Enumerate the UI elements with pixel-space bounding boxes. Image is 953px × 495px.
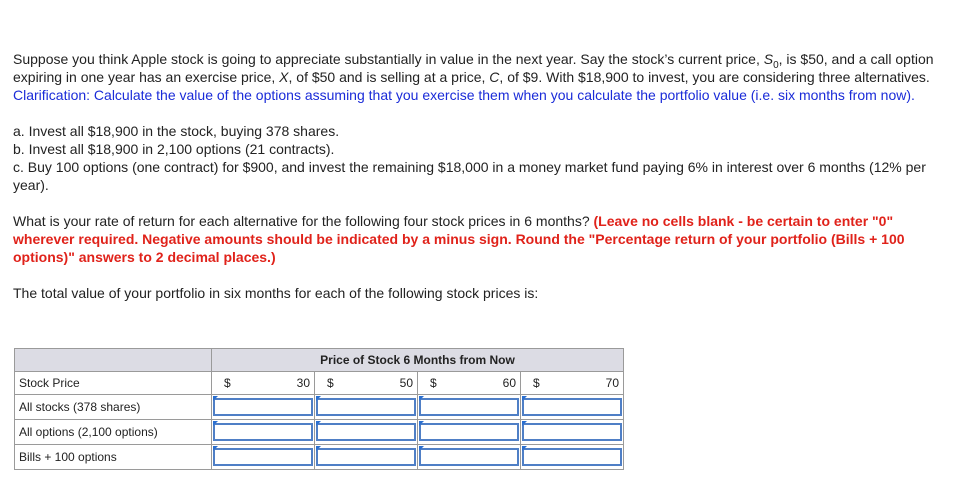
row-label-all-stocks: All stocks (378 shares): [15, 395, 212, 420]
question-paragraph: [13, 212, 948, 266]
input-marker-icon: [419, 396, 424, 401]
answer-cell: [315, 395, 418, 420]
alternative-a: a. Invest all $18,900 in the stock, buying 378 shares.: [13, 123, 340, 139]
answer-cell: [521, 395, 624, 420]
input-marker-icon: [213, 396, 218, 401]
problem-text: [13, 50, 948, 302]
answer-input-options-60[interactable]: [419, 423, 519, 441]
price-row: [15, 372, 624, 395]
s-symbol: S: [763, 51, 774, 67]
currency-symbol: $: [327, 376, 334, 390]
table-row-all-options: [15, 420, 624, 445]
answer-input-stocks-70[interactable]: [522, 398, 622, 416]
answer-cell: [212, 420, 315, 445]
answer-cell: [212, 395, 315, 420]
answer-cell: [418, 420, 521, 445]
price-row-label: Stock Price: [15, 372, 212, 395]
price-cell-30: [212, 372, 315, 395]
header-title: Price of Stock 6 Months from Now: [212, 349, 624, 372]
header-blank-cell: [15, 349, 212, 372]
price-cell-60: [418, 372, 521, 395]
price-value: 60: [502, 376, 516, 390]
input-marker-icon: [316, 421, 321, 426]
currency-symbol: $: [430, 376, 437, 390]
table-row-all-stocks: [15, 395, 624, 420]
answer-input-stocks-60[interactable]: [419, 398, 519, 416]
price-value: 70: [605, 376, 619, 390]
answer-input-stocks-30[interactable]: [213, 398, 313, 416]
answer-cell: [418, 395, 521, 420]
price-cell-50: [315, 372, 418, 395]
intro-part4: , of $9. With $18,900 to invest, you are considering three alternatives.: [499, 69, 930, 85]
row-label-bills-options: Bills + 100 options: [15, 445, 212, 470]
intro-part2: , is $50, and a call option expiring in one year has an exercise price,: [13, 51, 934, 85]
answer-input-options-70[interactable]: [522, 423, 622, 441]
table-header-row: [15, 349, 624, 372]
input-marker-icon: [316, 396, 321, 401]
currency-symbol: $: [533, 376, 540, 390]
input-marker-icon: [419, 421, 424, 426]
input-marker-icon: [316, 446, 321, 451]
answer-cell: [212, 445, 315, 470]
answer-input-options-30[interactable]: [213, 423, 313, 441]
answer-input-bills-70[interactable]: [522, 448, 622, 466]
intro-part1: Suppose you think Apple stock is going to appreciate substantially in value in the next year. Say the stock’s current price,: [13, 51, 764, 67]
input-marker-icon: [213, 421, 218, 426]
answer-cell: [521, 420, 624, 445]
row-label-all-options: All options (2,100 options): [15, 420, 212, 445]
total-value-text: The total value of your portfolio in six months for each of the following stock prices is:: [13, 285, 539, 301]
instruction-text: (Leave no cells blank - be certain to enter "0" wherever required. Negative amounts should be indicated by a minus sign. Round the "Percentage return of your portfolio (Bills + 100 options)" answers to 2 decimal places.): [13, 213, 905, 265]
input-marker-icon: [419, 446, 424, 451]
price-value: 30: [296, 376, 310, 390]
portfolio-table: [14, 348, 624, 470]
answer-cell: [315, 420, 418, 445]
alternative-b: b. Invest all $18,900 in 2,100 options (21 contracts).: [13, 141, 335, 157]
price-value: 50: [399, 376, 413, 390]
portfolio-table-wrap: [14, 348, 624, 470]
intro-part3: , of $50 and is selling at a price,: [288, 69, 490, 85]
alternative-c: c. Buy 100 options (one contract) for $900, and invest the remaining $18,000 in a money market fund paying 6% in interest over 6 months (12% per year).: [13, 159, 926, 193]
answer-cell: [315, 445, 418, 470]
input-marker-icon: [522, 421, 527, 426]
input-marker-icon: [522, 396, 527, 401]
question-text: What is your rate of return for each alternative for the following four stock prices in 6 months?: [13, 213, 594, 229]
x-symbol: X: [279, 69, 289, 85]
alternatives-list: [13, 122, 948, 194]
answer-input-stocks-50[interactable]: [316, 398, 416, 416]
table-row-bills-options: [15, 445, 624, 470]
intro-paragraph: [13, 50, 948, 104]
answer-input-bills-30[interactable]: [213, 448, 313, 466]
answer-input-bills-50[interactable]: [316, 448, 416, 466]
answer-cell: [418, 445, 521, 470]
answer-cell: [521, 445, 624, 470]
currency-symbol: $: [224, 376, 231, 390]
clarification-text: Clarification: Calculate the value of the options assuming that you exercise them when you calculate the portfolio value (i.e. six months from now).: [13, 87, 915, 103]
s-subscript: 0: [773, 59, 779, 71]
input-marker-icon: [522, 446, 527, 451]
c-symbol: C: [489, 69, 500, 85]
answer-input-options-50[interactable]: [316, 423, 416, 441]
answer-input-bills-60[interactable]: [419, 448, 519, 466]
input-marker-icon: [213, 446, 218, 451]
price-cell-70: [521, 372, 624, 395]
